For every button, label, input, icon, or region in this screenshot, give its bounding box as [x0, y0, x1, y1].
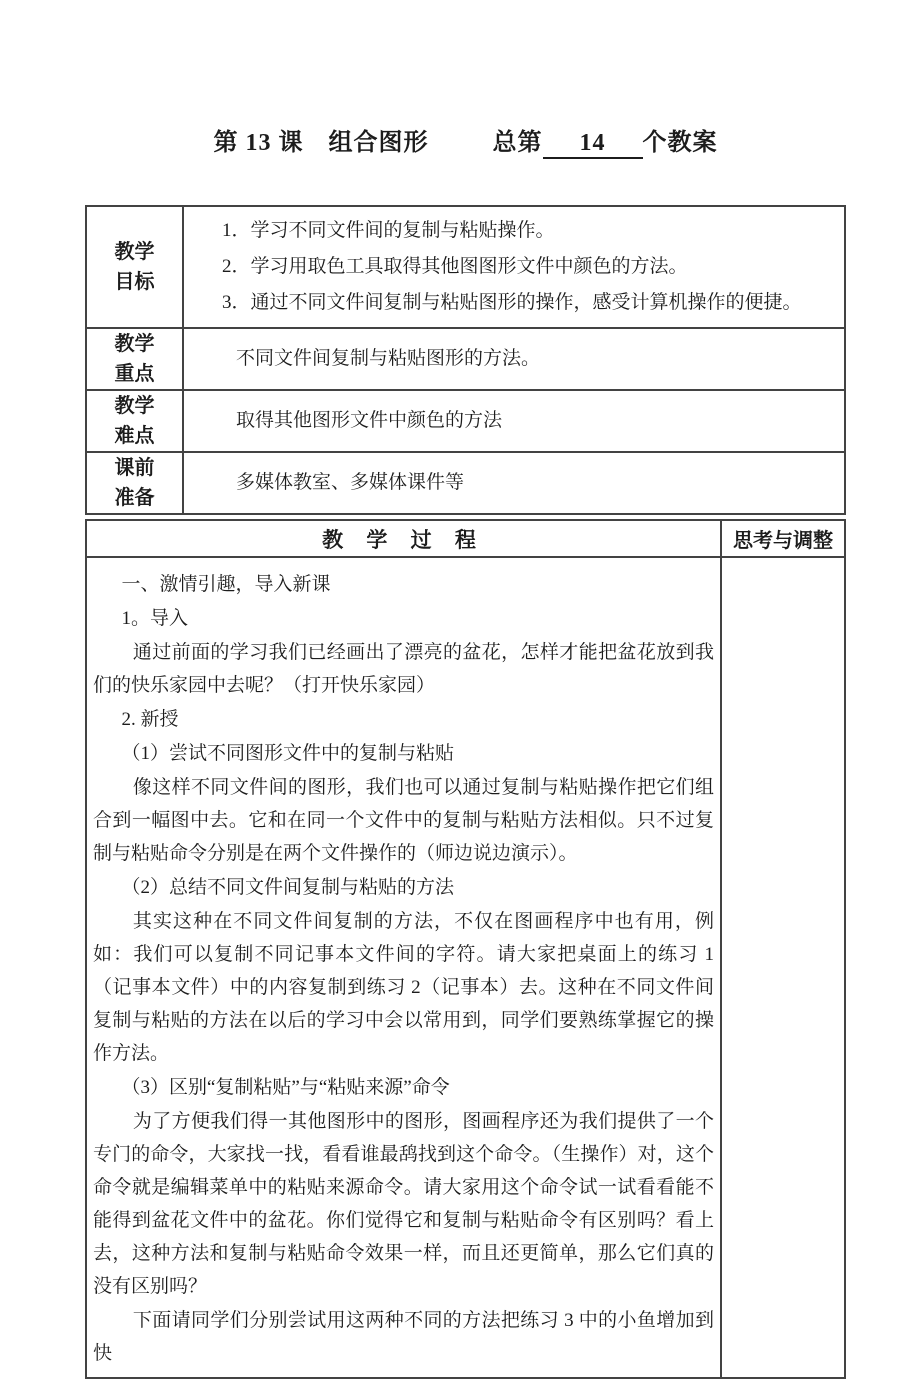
- info-content-keypoint: 不同文件间复制与粘贴图形的方法。: [183, 328, 845, 390]
- info-row-prepare: [86, 452, 845, 514]
- process-paragraph-11: 下面请同学们分别尝试用这两种不同的方法把练习 3 中的小鱼增加到快: [93, 1310, 714, 1364]
- info-label-line: 重点: [114, 363, 155, 385]
- notes-header-title: 思考与调整: [721, 520, 845, 557]
- doc-title-total-suffix: 个教案: [642, 130, 718, 156]
- process-paragraph-2: 1。导入: [121, 608, 189, 629]
- info-label-line: 教学: [114, 241, 155, 263]
- doc-title: [85, 122, 846, 159]
- info-label-line: 教学: [114, 395, 155, 417]
- objective-item-1: 1．学习不同文件间的复制与粘贴操作。: [222, 220, 555, 241]
- info-label-line: 难点: [114, 425, 155, 447]
- info-label-line: 课前: [114, 457, 155, 479]
- process-paragraph-5: （1）尝试不同图形文件中的复制与粘贴: [121, 743, 455, 764]
- document-content: [85, 0, 846, 1379]
- info-label-line: 目标: [114, 271, 155, 293]
- process-table: [85, 519, 846, 1379]
- process-paragraph-3: 通过前面的学习我们已经画出了漂亮的盆花，怎样才能把盆花放到我们的快乐家园中去呢？（打开快乐家园）: [93, 642, 714, 696]
- info-label-difficulty: [86, 390, 183, 452]
- info-content-objectives: [183, 206, 845, 328]
- process-header-title: 教 学 过 程: [86, 520, 721, 557]
- doc-title-course: 第 13 课 组合图形: [213, 130, 429, 156]
- process-paragraph-4: 2. 新授: [121, 709, 179, 730]
- info-table: [85, 205, 846, 515]
- doc-title-total-label: 总第: [492, 130, 543, 156]
- info-label-objectives: [86, 206, 183, 328]
- process-paragraph-6: 像这样不同文件间的图形，我们也可以通过复制与粘贴操作把它们组合到一幅图中去。它和在同一个文件中的复制与粘贴方法相似。只不过复制与粘贴命令分别是在两个文件操作的（师边说边演示）。: [93, 777, 714, 864]
- info-row-keypoint: [86, 328, 845, 390]
- info-label-keypoint: [86, 328, 183, 390]
- objective-item-3: 3．通过不同文件间复制与粘贴图形的操作，感受计算机操作的便捷。: [222, 292, 802, 313]
- process-header-row: [86, 520, 845, 557]
- process-paragraph-10: 为了方便我们得一其他图形中的图形，图画程序还为我们提供了一个专门的命令，大家找一找，看看谁最鸹找到这个命令。（生操作）对，这个命令就是编辑菜单中的粘贴来源命令。请大家用这个命令试一试看看能不能得到盆花文件中的盆花。你们觉得它和复制与粘贴命令有区别吗？看上去，这种方法和复制与粘贴命令效果一样，而且还更简单，那么它们真的没有区别吗？: [93, 1111, 714, 1297]
- info-row-objectives: [86, 206, 845, 328]
- info-label-line: 准备: [114, 487, 155, 509]
- process-paragraph-9: （3）区别“复制粘贴”与“粘贴来源”命令: [121, 1077, 450, 1098]
- info-row-difficulty: [86, 390, 845, 452]
- process-paragraph-7: （2）总结不同文件间复制与粘贴的方法: [121, 877, 455, 898]
- process-body-row: [86, 557, 845, 1378]
- info-label-prepare: [86, 452, 183, 514]
- process-paragraph-8: 其实这种在不同文件间复制的方法，不仅在图画程序中也有用，例如：我们可以复制不同记事本文件间的字符。请大家把桌面上的练习 1（记事本文件）中的内容复制到练习 2（记事本）去。这种在不同文件间复制与粘贴的方法在以后的学习中会以常用到，同学们要熟练掌握它的操作方法。: [93, 911, 714, 1064]
- notes-empty-cell: [721, 557, 845, 1378]
- process-paragraph-1: 一、激情引趣，导入新课: [121, 574, 331, 595]
- info-content-prepare: 多媒体教室、多媒体课件等: [183, 452, 845, 514]
- info-label-line: 教学: [114, 333, 155, 355]
- doc-title-total-number: 14: [543, 130, 643, 159]
- objective-item-2: 2．学习用取色工具取得其他图图形文件中颜色的方法。: [222, 256, 688, 277]
- info-content-difficulty: 取得其他图形文件中颜色的方法: [183, 390, 845, 452]
- process-body-cell: [86, 557, 721, 1378]
